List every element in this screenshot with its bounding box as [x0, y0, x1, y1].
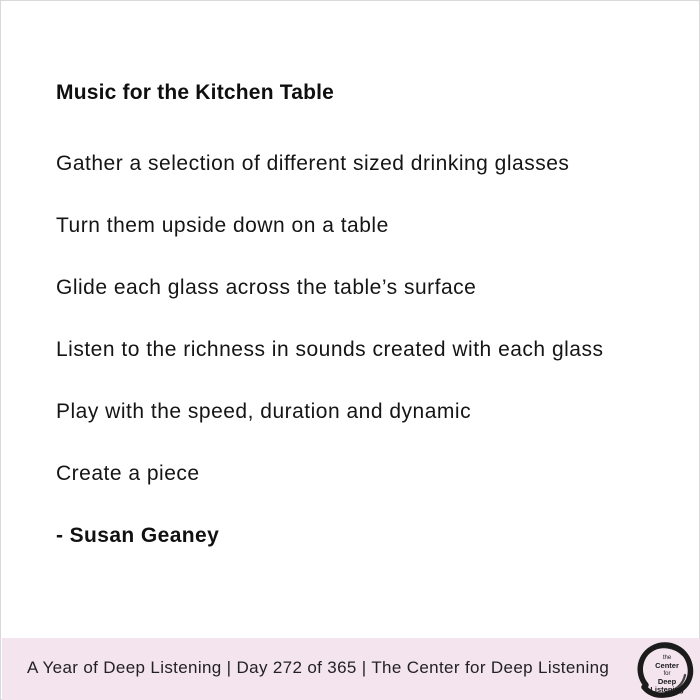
- footer-bar: [2, 638, 700, 700]
- logo-word-listening: Listening: [650, 685, 684, 694]
- instruction-line-6: Create a piece: [56, 462, 200, 485]
- logo-word-for: for: [663, 671, 671, 677]
- instruction-line-3: Glide each glass across the table’s surface: [56, 276, 477, 299]
- footer-caption: A Year of Deep Listening | Day 272 of 365 | The Center for Deep Listening: [27, 658, 610, 677]
- logo-word-the: the: [662, 655, 672, 661]
- author-signature: - Susan Geaney: [56, 524, 220, 547]
- logo-word-center: Center: [655, 661, 679, 670]
- logo-word-deep: Deep: [657, 677, 677, 686]
- instruction-line-1: Gather a selection of different sized drinking glasses: [56, 152, 570, 175]
- poem-title: Music for the Kitchen Table: [56, 81, 335, 104]
- logo-wordmark: [644, 654, 690, 694]
- poem-content: [56, 79, 676, 550]
- instruction-line-4: Listen to the richness in sounds created with each glass: [56, 338, 604, 361]
- instruction-line-2: Turn them upside down on a table: [56, 214, 389, 237]
- center-for-deep-listening-logo: [635, 642, 693, 697]
- instruction-line-5: Play with the speed, duration and dynamic: [56, 400, 472, 423]
- instruction-list: [56, 150, 676, 487]
